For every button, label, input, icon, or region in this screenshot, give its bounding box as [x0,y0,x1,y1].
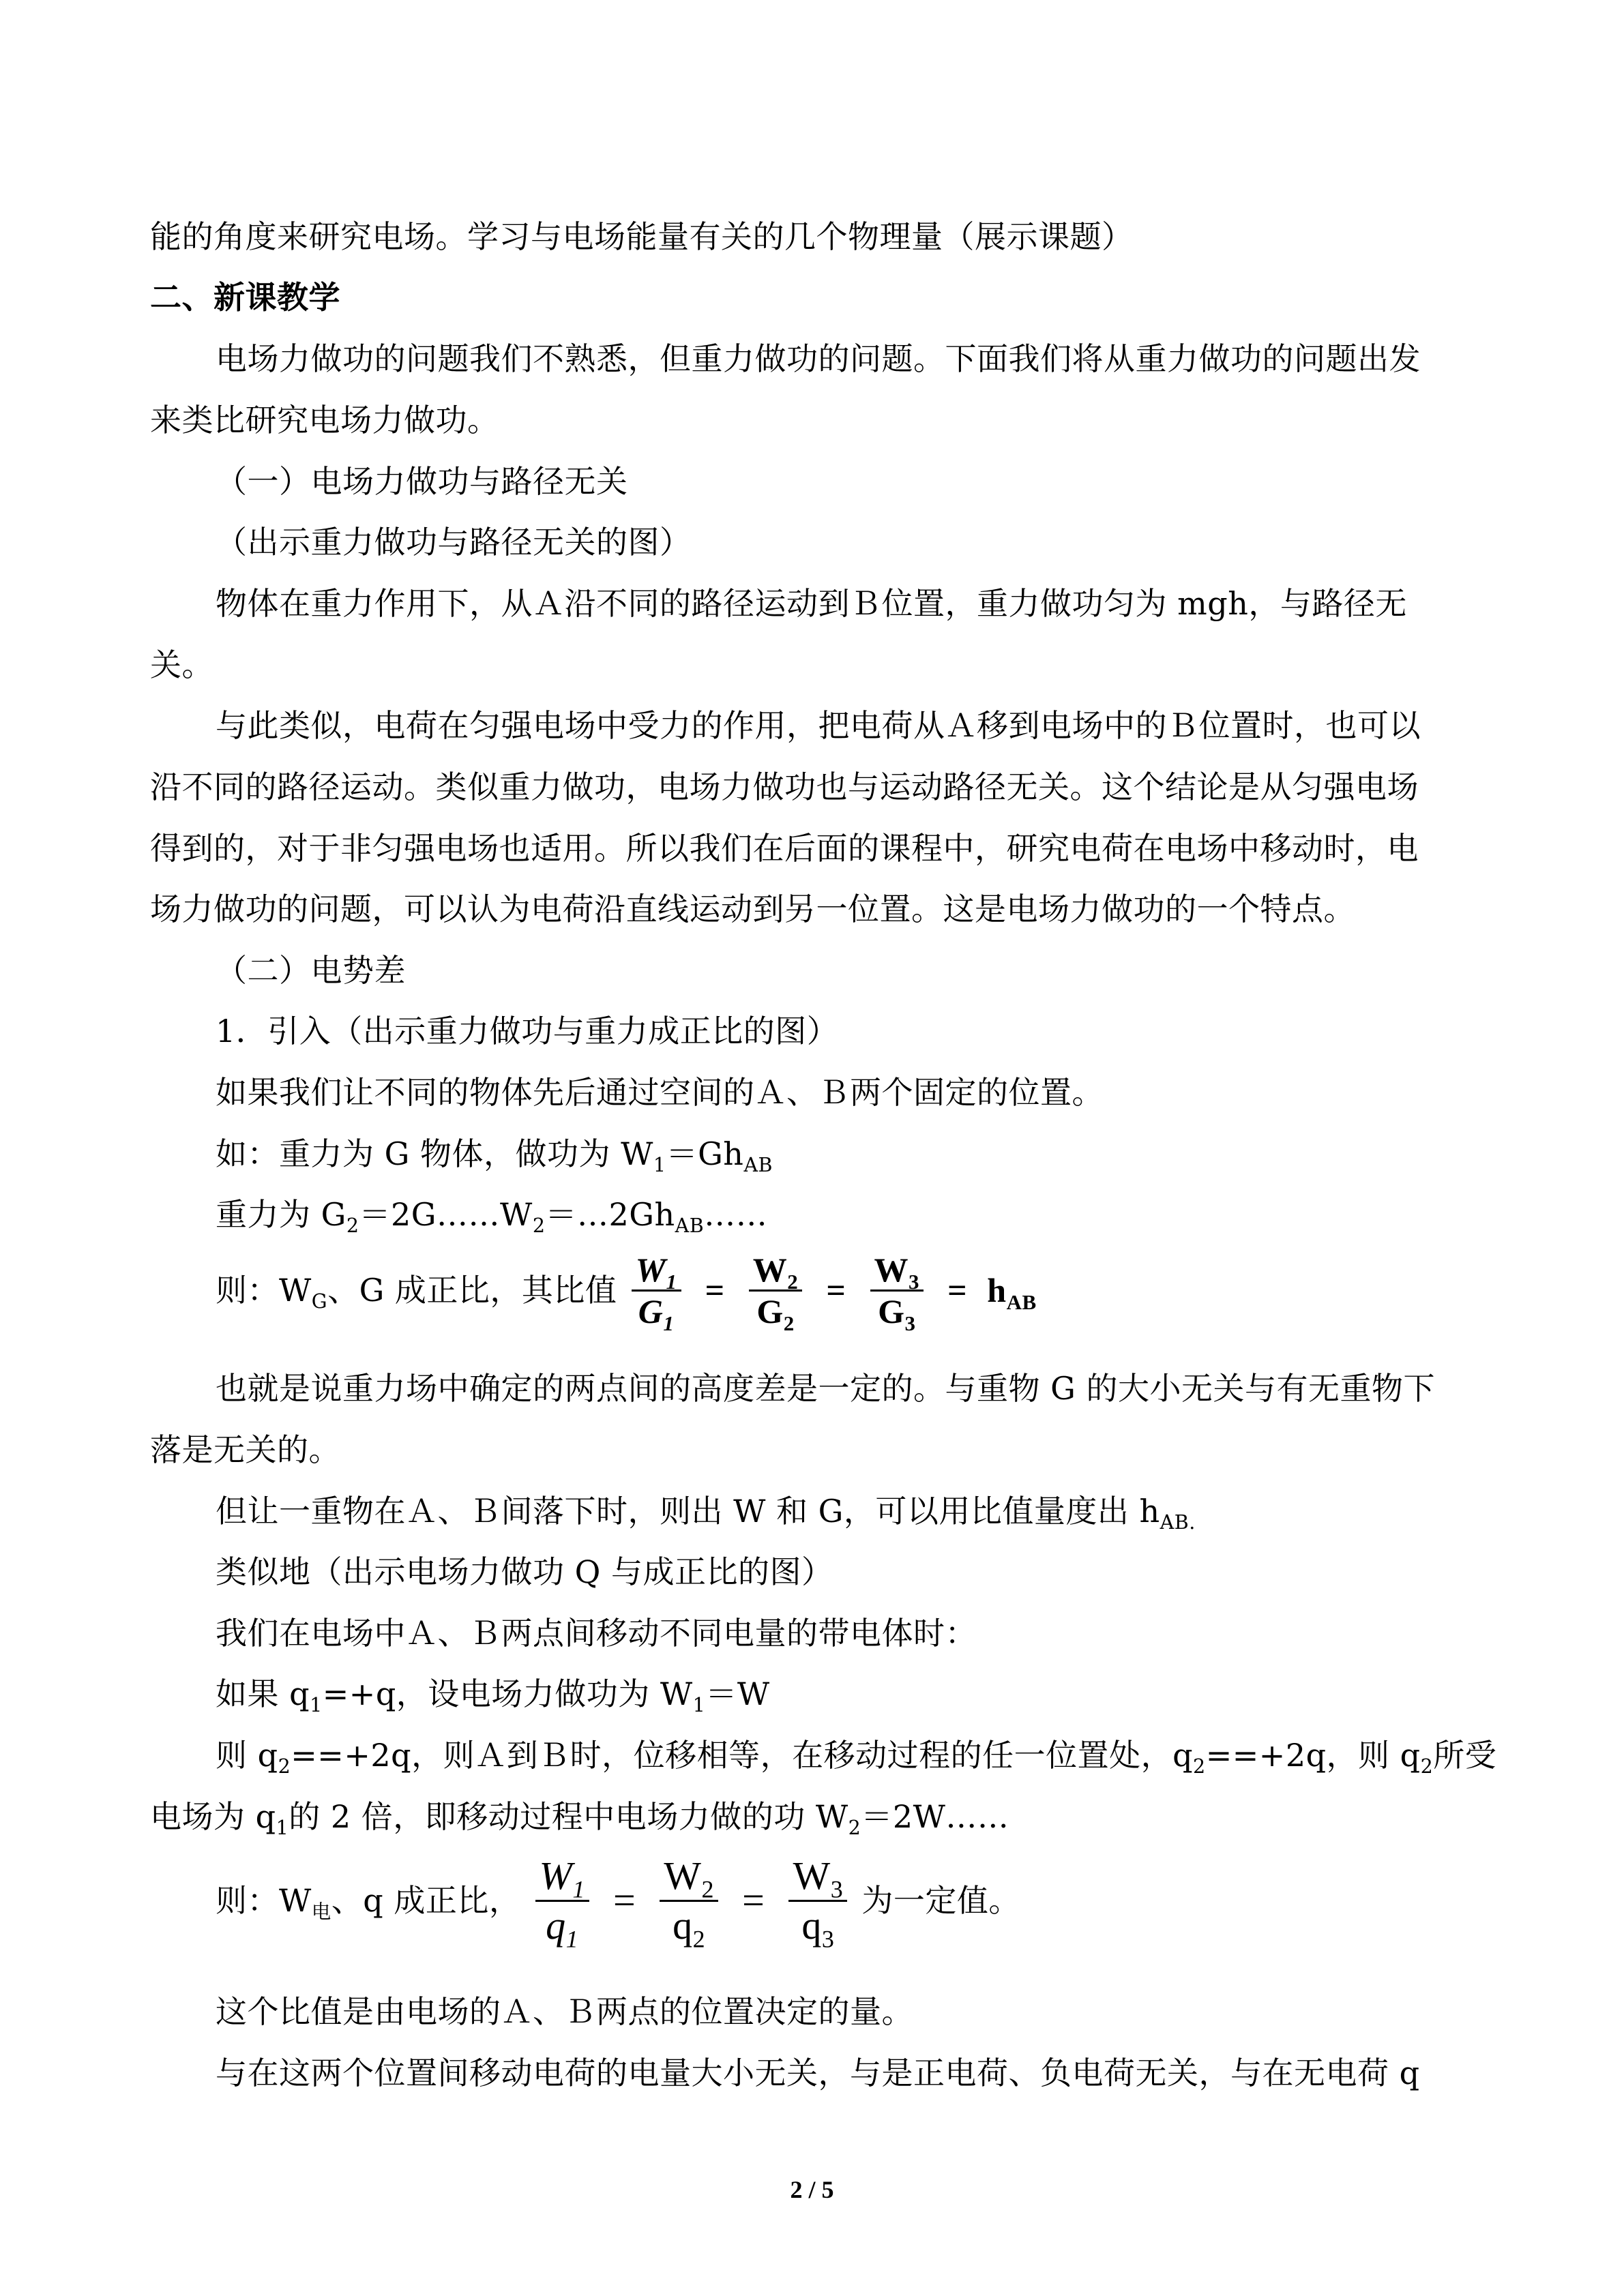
ratio-w2-q2: $\frac{W_2}{q_2}$ [660,1852,718,1950]
paragraph-line: 沿不同的路径运动。类似重力做功，电场力做功也与运动路径无关。这个结论是从匀强电场 [150,769,1419,805]
paragraph-line: 电场为 $q_1$的 2 倍，即移动过程中电场力做的功 $W_2=2W\dots\dots$ [150,1798,1009,1839]
paragraph-line: 电场力做功的问题我们不熟悉，但重力做功的问题。下面我们将从重力做功的问题出发 [216,340,1421,377]
paragraph-line: 能的角度来研究电场。学习与电场能量有关的几个物理量（展示课题） [150,218,1134,255]
formula-line-electric: 则：$W_电$、q 成正比， $\frac{W_1}{q_1}$ = $\frac{W_2}{q_2}$ = $\frac{W_3}{q_3}$ 为一定值。 [216,1853,1020,1953]
ratio-w2-g2: $\frac{W_2}{G_2}$ [749,1250,803,1331]
paragraph-line: 这个比值是由电场的Ａ、Ｂ两点的位置决定的量。 [216,1993,913,2030]
page-number: 2 / 5 [790,2176,834,2203]
section-heading: 二、新课教学 [150,279,340,316]
paragraph-line: 也就是说重力场中确定的两点间的高度差是一定的。与重物 G 的大小无关与有无重物下 [216,1370,1435,1407]
subsection-heading: （一）电场力做功与路径无关 [216,463,628,500]
ratio-w3-q3: $\frac{W_3}{q_3}$ [788,1852,847,1950]
paragraph-line: 物体在重力作用下，从Ａ沿不同的路径运动到Ｂ位置，重力做功匀为 mgh，与路径无 [216,585,1407,622]
paragraph-line: 落是无关的。 [150,1431,340,1468]
paragraph-line: 如果我们让不同的物体先后通过空间的Ａ、Ｂ两个固定的位置。 [216,1074,1104,1111]
paragraph-line: 但让一重物在Ａ、Ｂ间落下时，则出 W 和 G，可以用比值量度出 $h_{AB.}$ [216,1493,1196,1534]
ratio-w1-g1: $\frac{W_1}{G_1}$ [632,1250,681,1331]
paragraph-line: 我们在电场中Ａ、Ｂ两点间移动不同电量的带电体时： [216,1615,977,1652]
subsection-heading: （二）电势差 [216,952,406,989]
paragraph-line: （出示重力做功与路径无关的图） [216,524,692,561]
ratio-w1-q1: $\frac{W_1}{q_1}$ [535,1852,589,1950]
paragraph-line: 来类比研究电场力做功。 [150,402,499,438]
height-difference-hab: $h_{AB}$ [987,1271,1037,1314]
paragraph-line: 场力做功的问题，可以认为电荷沿直线运动到另一位置。这是电场力做功的一个特点。 [150,891,1355,927]
paragraph-line: 关。 [150,646,213,683]
paragraph-line: 则 $q_2==+2q$，则Ａ到Ｂ时，位移相等，在移动过程的任一位置处，$q_2==+2q$，则 $q_2$所受 [216,1737,1497,1778]
formula-line-gravity: 则：$W_G$、G 成正比，其比值 $\frac{W_1}{G_1}$ = $\frac{W_2}{G_2}$ = $\frac{W_3}{G_3}$ = $h_{AB}$ [216,1250,1037,1335]
paragraph-line: 得到的，对于非匀强电场也适用。所以我们在后面的课程中，研究电荷在电场中移动时，电 [150,830,1419,867]
paragraph-line: 1．引入（出示重力做功与重力成正比的图） [216,1013,839,1049]
paragraph-line: 类似地（出示电场力做功 Q 与成正比的图） [216,1553,833,1590]
paragraph-line: 重力为 $G_2=2G\dots\dots W_2=\dots 2Gh_{AB}\dots\dots$ [216,1196,768,1237]
paragraph-line: 如：重力为 G 物体，做功为 $W_1=Gh_{AB}$ [216,1135,773,1176]
paragraph-line: 与此类似，电荷在匀强电场中受力的作用，把电荷从Ａ移到电场中的Ｂ位置时，也可以 [216,707,1421,744]
ratio-w3-g3: $\frac{W_3}{G_3}$ [870,1250,924,1331]
paragraph-line: 与在这两个位置间移动电荷的电量大小无关，与是正电荷、负电荷无关，与在无电荷 q [216,2055,1420,2091]
paragraph-line: 如果 $q_1=+q$，设电场力做功为 $W_1=W$ [216,1675,770,1716]
